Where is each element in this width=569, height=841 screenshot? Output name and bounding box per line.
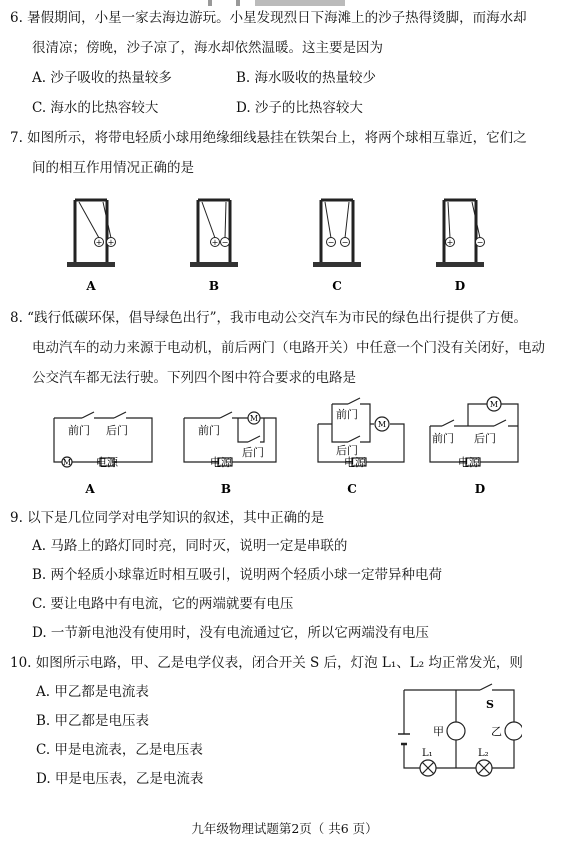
q6-stem-line2: 很清凉；傍晚，沙子凉了，海水却依然温暖。这主要是因为 — [32, 40, 383, 56]
q8-b-front-door: 前门 — [198, 424, 220, 437]
q7-label-a: A — [86, 279, 96, 293]
page-footer: 九年级物理试题第2页（ 共6 页） — [191, 821, 378, 836]
q7-stand-a — [67, 200, 116, 293]
q10-lamp-l1: L₁ — [422, 748, 433, 759]
q10-figure — [392, 680, 522, 785]
q8-a-motor: M — [62, 458, 72, 467]
q8-c-front-door: 前门 — [336, 408, 358, 421]
q6-option-d: D. 沙子的比热容较大 — [236, 100, 363, 116]
q7-b-charge-right: − — [221, 238, 229, 247]
q9-stem: 9. 以下是几位同学对电学知识的叙述，其中正确的是 — [10, 510, 325, 526]
q10-meter-jia: 甲 — [433, 725, 444, 738]
q9-option-d: D. 一节新电池没有使用时，没有电流通过它，所以它两端没有电压 — [32, 625, 429, 641]
q7-d-charge-left: + — [446, 238, 454, 247]
q10-option-b: B. 甲乙都是电压表 — [36, 713, 150, 729]
q8-b-power: 电源 — [210, 456, 232, 469]
q8-d-power: 电源 — [458, 456, 480, 469]
q7-label-d: D — [454, 279, 466, 293]
q8-label-d: D — [474, 482, 486, 496]
q8-label-a: A — [85, 482, 95, 496]
q8-d-back-door: 后门 — [474, 432, 496, 445]
q6-option-c: C. 海水的比热容较大 — [32, 100, 159, 116]
q9-option-b: B. 两个轻质小球靠近时相互吸引，说明两个轻质小球一定带异种电荷 — [32, 567, 443, 583]
q7-b-charge-left: + — [211, 238, 219, 247]
q10-circuit — [398, 684, 522, 776]
q7-c-charge-right: − — [341, 238, 349, 247]
q8-d-motor: M — [489, 400, 499, 409]
q7-a-charge-left: + — [95, 238, 103, 247]
q7-stem-line1: 7. 如图所示，将带电轻质小球用绝缘细线悬挂在铁架台上，将两个球相互靠近，它们之 — [10, 130, 527, 146]
q8-stem-line2: 电动汽车的动力来源于电动机，前后两门（电路开关）中任意一个门没有关闭好，电动 — [32, 340, 545, 356]
q10-switch-label: S — [486, 698, 494, 711]
q8-d-front-door: 前门 — [432, 432, 454, 445]
q7-stem-line2: 间的相互作用情况正确的是 — [32, 160, 194, 176]
q7-label-b: B — [208, 279, 220, 293]
q7-label-c: C — [332, 279, 342, 293]
page-top-edge — [0, 0, 569, 6]
q7-d-charge-right: − — [476, 238, 484, 247]
q8-label-b: B — [220, 482, 232, 496]
q8-figure — [48, 396, 528, 501]
q7-stand-c — [313, 200, 361, 293]
q7-stand-d — [436, 200, 485, 293]
q10-stem: 10. 如图所示电路，甲、乙是电学仪表，闭合开关 S 后，灯泡 L₁、L₂ 均正常发光，则 — [10, 655, 523, 671]
q9-option-c: C. 要让电路中有电流，它的两端就要有电压 — [32, 596, 294, 612]
q6-option-b: B. 海水吸收的热量较少 — [236, 70, 377, 86]
q7-c-charge-left: − — [327, 238, 335, 247]
q7-stand-b — [190, 200, 238, 293]
q10-option-c: C. 甲是电流表，乙是电压表 — [36, 742, 203, 758]
q8-a-front-door: 前门 — [68, 424, 90, 437]
q8-b-back-door: 后门 — [242, 446, 264, 459]
q10-meter-yi: 乙 — [491, 725, 502, 738]
q6-stem-line1: 6. 暑假期间，小星一家去海边游玩。小星发现烈日下海滩上的沙子热得烫脚，而海水却 — [10, 10, 527, 26]
q8-c-power: 电源 — [344, 456, 366, 469]
q10-option-a: A. 甲乙都是电流表 — [36, 684, 149, 700]
q7-figure — [55, 190, 525, 300]
q8-a-back-door: 后门 — [106, 424, 128, 437]
q8-a-power: 电源 — [96, 456, 118, 469]
q10-option-d: D. 甲是电压表，乙是电流表 — [36, 771, 204, 787]
q7-a-charge-right: + — [107, 238, 115, 247]
q8-stem-line1: 8. “践行低碳环保，倡导绿色出行”，我市电动公交汽车为市民的绿色出行提供了方便。 — [10, 310, 527, 326]
q8-stem-line3: 公交汽车都无法行驶。下列四个图中符合要求的电路是 — [32, 370, 356, 386]
q10-lamp-l2: L₂ — [478, 748, 489, 759]
q9-option-a: A. 马路上的路灯同时亮，同时灭，说明一定是串联的 — [32, 538, 348, 554]
q8-c-back-door: 后门 — [336, 444, 358, 457]
q8-b-motor: M — [249, 414, 259, 423]
q6-option-a: A. 沙子吸收的热量较多 — [32, 70, 172, 86]
q8-c-motor: M — [377, 420, 387, 429]
q8-label-c: C — [347, 482, 357, 496]
